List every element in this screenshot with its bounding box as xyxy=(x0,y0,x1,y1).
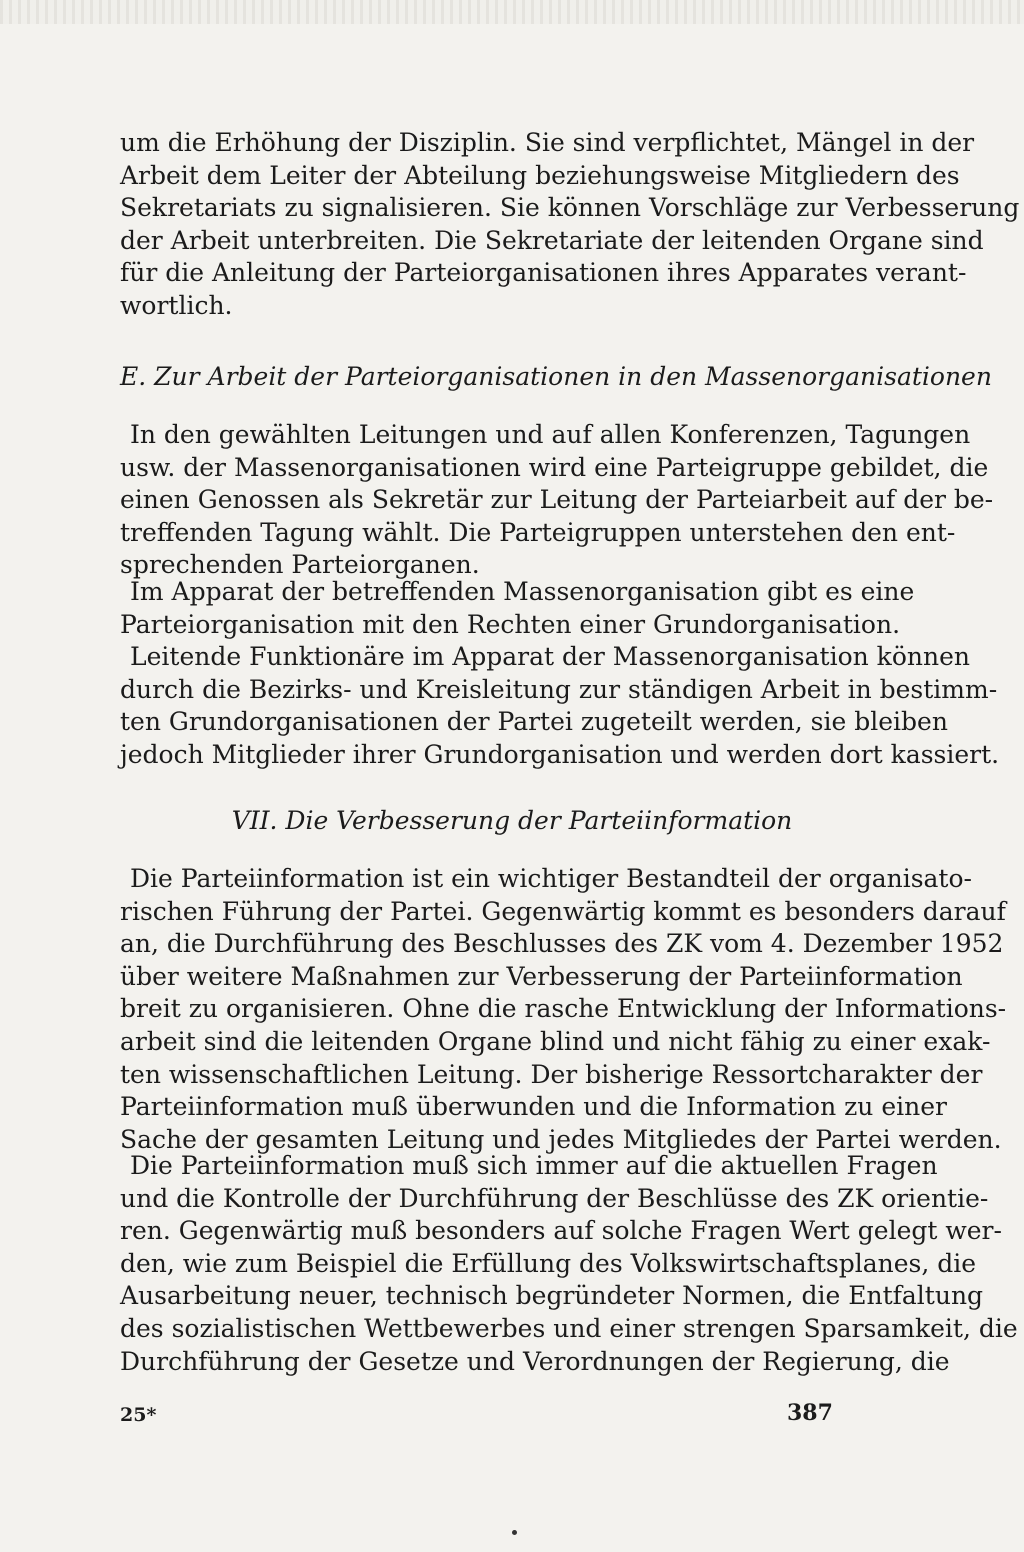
text-line: Parteiorganisation mit den Rechten einer Grundorganisation. xyxy=(120,609,901,639)
text-line: ren. Gegenwärtig muß besonders auf solche Fragen Wert gelegt wer- xyxy=(120,1216,1002,1246)
text-line: und die Kontrolle der Durchführung der Beschlüsse des ZK orientie- xyxy=(120,1183,989,1213)
text-line: Die Parteiinformation muß sich immer auf die aktuellen Fragen xyxy=(130,1151,938,1180)
paragraph-apparatus xyxy=(120,576,915,641)
text-line: einen Genossen als Sekretär zur Leitung der Parteiarbeit auf der be- xyxy=(120,485,994,515)
text-line: über weitere Maßnahmen zur Verbesserung der Parteiinformation xyxy=(120,961,963,991)
text-line: treffenden Tagung wählt. Die Parteigruppen unterstehen den ent- xyxy=(120,517,956,547)
text-line: sprechenden Parteiorganen. xyxy=(120,550,480,580)
text-line: Parteiinformation muß überwunden und die Information zu einer xyxy=(120,1092,947,1122)
text-line: durch die Bezirks- und Kreisleitung zur ständigen Arbeit in bestimm- xyxy=(120,674,998,704)
text-line: Durchführung der Gesetze und Verordnungen der Regierung, die xyxy=(120,1346,950,1376)
text-line: für die Anleitung der Parteiorganisationen ihres Apparates verant- xyxy=(120,258,967,288)
paragraph-current-questions xyxy=(120,1150,1018,1378)
scan-speck xyxy=(512,1530,517,1535)
text-line: Arbeit dem Leiter der Abteilung beziehungsweise Mitgliedern des xyxy=(120,160,960,190)
text-line: Leitende Funktionäre im Apparat der Massenorganisation können xyxy=(130,642,970,671)
text-line: arbeit sind die leitenden Organe blind und nicht fähig zu einer exak- xyxy=(120,1026,991,1056)
text-line: Ausarbeitung neuer, technisch begründeter Normen, die Entfaltung xyxy=(120,1281,984,1311)
text-line: wortlich. xyxy=(120,290,233,320)
text-line: Die Parteiinformation ist ein wichtiger Bestandteil der organisato- xyxy=(130,864,972,893)
text-line: des sozialistischen Wettbewerbes und einer strengen Sparsamkeit, die xyxy=(120,1313,1018,1343)
signature-mark: 25* xyxy=(120,1404,157,1426)
text-line: ten wissenschaftlichen Leitung. Der bisherige Ressortcharakter der xyxy=(120,1059,983,1089)
text-line: den, wie zum Beispiel die Erfüllung des Volkswirtschaftsplanes, die xyxy=(120,1248,977,1278)
paragraph-party-groups xyxy=(120,419,994,582)
text-line: Sache der gesamten Leitung und jedes Mitgliedes der Partei werden. xyxy=(120,1124,1002,1154)
text-line: In den gewählten Leitungen und auf allen Konferenzen, Tagungen xyxy=(130,420,971,449)
text-line: an, die Durchführung des Beschlusses des ZK vom 4. Dezember 1952 xyxy=(120,929,1004,959)
text-line: rischen Führung der Partei. Gegenwärtig kommt es besonders darauf xyxy=(120,896,1006,926)
text-line: breit zu organisieren. Ohne die rasche Entwicklung der Informations- xyxy=(120,994,1007,1024)
text-line: ten Grundorganisationen der Partei zugeteilt werden, sie bleiben xyxy=(120,707,948,737)
paragraph-functionaries xyxy=(120,641,1000,771)
text-line: jedoch Mitglieder ihrer Grundorganisation und werden dort kassiert. xyxy=(120,739,1000,769)
page-number: 387 xyxy=(787,1400,833,1426)
scan-edge xyxy=(0,0,1024,24)
chapter-heading-vii: VII. Die Verbesserung der Parteiinformation xyxy=(231,806,793,835)
text-line: der Arbeit unterbreiten. Die Sekretariate der leitenden Organe sind xyxy=(120,225,984,255)
text-line: usw. der Massenorganisationen wird eine Parteigruppe gebildet, die xyxy=(120,452,989,482)
paragraph-party-information xyxy=(120,863,1007,1156)
text-line: Im Apparat der betreffenden Massenorganisation gibt es eine xyxy=(130,577,915,606)
text-line: Sekretariats zu signalisieren. Sie können Vorschläge zur Verbesserung xyxy=(120,193,1020,223)
paragraph-discipline xyxy=(120,127,1020,323)
text-line: um die Erhöhung der Disziplin. Sie sind verpflichtet, Mängel in der xyxy=(120,128,975,157)
section-heading-e: E. Zur Arbeit der Parteiorganisationen in den Massenorganisationen xyxy=(120,362,992,391)
